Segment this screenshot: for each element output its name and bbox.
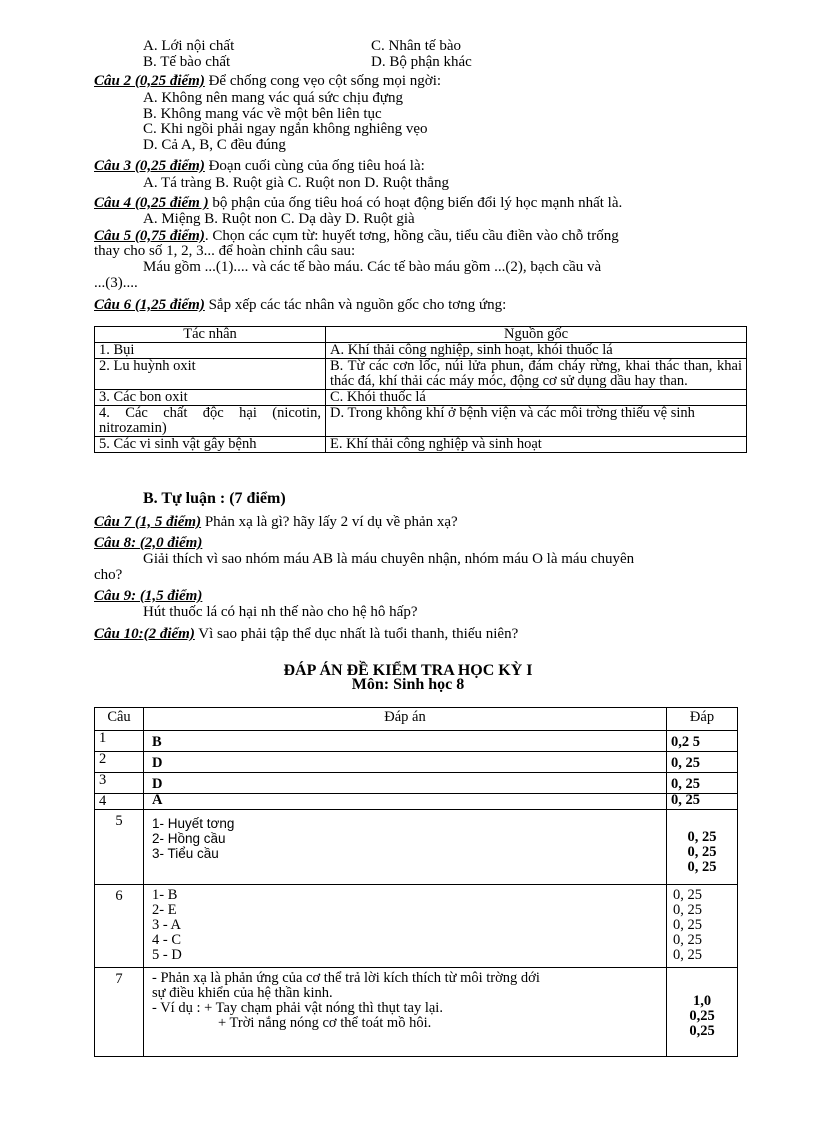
q5-text-4: ...(3).... <box>94 275 138 291</box>
score-line: 0, 25 <box>673 917 702 933</box>
answer-subtitle: Môn: Sinh học 8 <box>351 676 465 693</box>
answer-line: 3 - A <box>152 917 181 933</box>
answer-line: 2- Hồng cầu <box>152 831 226 846</box>
answer-line: 3- Tiểu cầu <box>152 846 219 861</box>
answer-text: A <box>144 794 667 810</box>
answer-title: ĐÁP ÁN ĐỀ KIỂM TRA HỌC KỲ I <box>283 662 533 679</box>
q5-text-2: thay cho số 1, 2, 3... để hoàn chỉnh câu sau: <box>94 243 356 259</box>
agent-cell: 1. Bụi <box>95 343 326 359</box>
q9-label: Câu 9: (1,5 điểm) <box>94 588 203 604</box>
q5-text-3: Máu gồm ...(1).... và các tế bào máu. Các tế bào máu gồm ...(2), bạch cầu và <box>143 259 602 275</box>
origin-cell: A. Khí thải công nghiệp, sinh hoạt, khói thuốc lá <box>326 343 747 359</box>
q7-text: Phản xạ là gì? hãy lấy 2 ví dụ về phản xạ? <box>201 514 458 530</box>
q8-text-2: cho? <box>94 567 123 583</box>
q2-option-d: D. Cả A, B, C đều đúng <box>143 137 286 153</box>
score-line: 0,25 <box>689 1023 715 1039</box>
answer-num: 3 <box>95 773 144 794</box>
score-line: 0, 25 <box>673 932 702 948</box>
answer-text <box>144 885 667 968</box>
answer-text: D <box>144 752 667 773</box>
q6-text: Sắp xếp các tác nhân và nguồn gốc cho tơng ứng: <box>204 297 507 313</box>
question-4 <box>94 195 622 211</box>
q10-label: Câu 10:(2 điểm) <box>94 626 195 642</box>
header-score: Đáp <box>667 708 738 731</box>
question-6 <box>94 297 506 313</box>
answer-score: 0,2 5 <box>667 731 738 752</box>
score-line: 0, 25 <box>687 829 717 845</box>
header-agent: Tác nhân <box>95 327 326 343</box>
section-b-heading: B. Tự luận : (7 điểm) <box>143 490 286 507</box>
answer-line: 1- B <box>152 887 178 903</box>
header-question: Câu <box>95 708 144 731</box>
answer-table <box>94 707 738 1057</box>
table-row <box>95 437 747 453</box>
answer-line: 4 - C <box>152 932 181 948</box>
answer-text <box>144 810 667 885</box>
table-header-row <box>95 327 747 343</box>
answer-text: D <box>144 773 667 794</box>
answer-num: 4 <box>95 794 144 810</box>
origin-cell: C. Khói thuốc lá <box>326 390 747 406</box>
score-line: 0,25 <box>689 1008 715 1024</box>
agent-cell: 3. Các bon oxit <box>95 390 326 406</box>
q4-label: Câu 4 (0,25 điểm ) <box>94 195 209 211</box>
header-origin: Nguồn gốc <box>326 327 747 343</box>
score-line: 0, 25 <box>687 844 717 860</box>
answer-header-row <box>95 708 738 731</box>
q1-option-b: B. Tế bào chất <box>143 54 231 70</box>
q8-text-1: Giải thích vì sao nhóm máu AB là máu chuyên nhận, nhóm máu O là máu chuyên <box>143 551 635 567</box>
q3-options: A. Tá tràng B. Ruột già C. Ruột non D. Ruột thẳng <box>143 175 449 191</box>
q5-text-1: . Chọn các cụm từ: huyết tơng, hồng cầu, tiểu cầu điền vào chỗ trống <box>204 228 619 244</box>
answer-score <box>667 968 738 1057</box>
question-3 <box>94 158 425 174</box>
question-10 <box>94 626 518 642</box>
header-answer: Đáp án <box>144 708 667 731</box>
q5-label: Câu 5 (0,75 điểm) <box>94 228 205 244</box>
origin-cell: E. Khí thải công nghiệp và sinh hoạt <box>326 437 747 453</box>
answer-line: 5 - D <box>152 947 182 963</box>
score-line: 0, 25 <box>673 947 702 963</box>
origin-cell: B. Từ các cơn lốc, núi lửa phun, đám cháy rừng, khai thác than, khai thác đá, khí thải các máy móc, động cơ sử dụng dầu hay than. <box>326 359 747 390</box>
agent-cell: 4. Các chất độc hại (nicotin, nitrozamin) <box>95 406 326 437</box>
score-line: 0, 25 <box>673 887 702 903</box>
answer-text <box>144 968 667 1057</box>
q2-text: Để chống cong vẹo cột sống mọi ngời: <box>204 73 442 89</box>
answer-line: - Ví dụ : + Tay chạm phải vật nóng thì thụt tay lại. <box>152 1000 443 1016</box>
question-5 <box>94 228 619 244</box>
q4-options: A. Miệng B. Ruột non C. Dạ dày D. Ruột già <box>143 211 415 227</box>
table-row <box>95 810 738 885</box>
answer-num: 2 <box>95 752 144 773</box>
table-row <box>95 968 738 1057</box>
answer-line: + Trời nắng nóng cơ thể toát mồ hôi. <box>218 1015 432 1031</box>
score-line: 0, 25 <box>687 859 717 875</box>
q4-text: bộ phận của ống tiêu hoá có hoạt động biến đổi lý học mạnh nhất là. <box>208 195 623 211</box>
table-row <box>95 406 747 437</box>
q7-label: Câu 7 (1, 5 điểm) <box>94 514 202 530</box>
q3-text: Đoạn cuối cùng của ống tiêu hoá là: <box>204 158 425 174</box>
q2-option-a: A. Không nên mang vác quá sức chịu đựng <box>143 90 403 106</box>
question-7 <box>94 514 458 530</box>
answer-line: 2- E <box>152 902 177 918</box>
q6-matching-table <box>94 326 747 453</box>
table-row <box>95 773 738 794</box>
q2-option-b: B. Không mang vác về một bên liên tục <box>143 106 382 122</box>
q2-label: Câu 2 (0,25 điểm) <box>94 73 205 89</box>
answer-text: B <box>144 731 667 752</box>
answer-num: 5 <box>95 810 144 885</box>
q9-text: Hút thuốc lá có hại nh thế nào cho hệ hô hấp? <box>143 604 418 620</box>
question-8 <box>94 535 202 551</box>
answer-num: 6 <box>95 885 144 968</box>
question-2 <box>94 73 441 89</box>
score-line: 0, 25 <box>673 902 702 918</box>
answer-num: 1 <box>95 731 144 752</box>
answer-score <box>667 885 738 968</box>
answer-score <box>667 810 738 885</box>
q3-label: Câu 3 (0,25 điểm) <box>94 158 205 174</box>
question-9 <box>94 588 202 604</box>
score-line: 1,0 <box>692 993 712 1009</box>
answer-score: 0, 25 <box>667 773 738 794</box>
table-row <box>95 794 738 810</box>
q2-option-c: C. Khi ngồi phải ngay ngắn không nghiêng vẹo <box>143 121 428 137</box>
table-row <box>95 752 738 773</box>
answer-score: 0, 25 <box>667 794 738 810</box>
q1-option-c: C. Nhân tế bào <box>371 38 461 54</box>
agent-cell: 5. Các vi sinh vật gây bệnh <box>95 437 326 453</box>
answer-line: sự điều khiển của hệ thần kinh. <box>152 985 333 1001</box>
table-row <box>95 885 738 968</box>
q10-text: Vì sao phải tập thể dục nhất là tuổi thanh, thiếu niên? <box>194 626 519 642</box>
table-row <box>95 343 747 359</box>
q6-label: Câu 6 (1,25 điểm) <box>94 297 205 313</box>
answer-num: 7 <box>95 968 144 1057</box>
q1-option-a: A. Lới nội chất <box>143 38 235 54</box>
origin-cell: D. Trong không khí ở bệnh viện và các môi trờng thiếu vệ sinh <box>326 406 747 437</box>
table-row <box>95 731 738 752</box>
table-row <box>95 390 747 406</box>
table-row <box>95 359 747 390</box>
q8-label: Câu 8: (2,0 điểm) <box>94 535 203 551</box>
answer-line: 1- Huyết tơng <box>152 816 235 831</box>
answer-score: 0, 25 <box>667 752 738 773</box>
q1-option-d: D. Bộ phận khác <box>371 54 472 70</box>
answer-line: - Phản xạ là phản ứng của cơ thể trả lời kích thích từ môi trờng dới <box>152 970 540 986</box>
agent-cell: 2. Lu huỳnh oxit <box>95 359 326 390</box>
